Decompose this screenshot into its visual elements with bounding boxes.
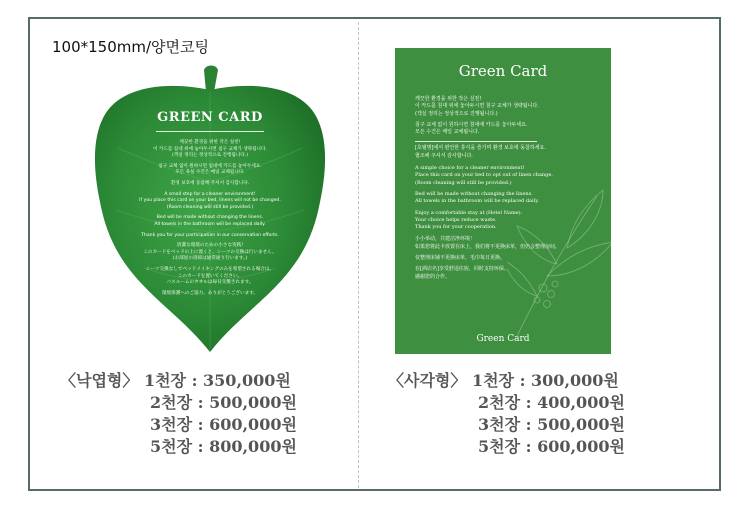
text-line: Your choice helps reduce waste. [415,216,497,223]
text-line: Thank you for your cooperation. [415,224,497,231]
price-row [388,436,625,458]
text-line [415,136,595,140]
text-line: 침구 교체 없이 원하시면 침대에 카드를 놓아두세요. [415,121,528,128]
text-line: Enjoy a comfortable stay at (Hotel Name). [415,209,523,216]
price-row [388,414,625,436]
text-line: All towels in the bathroom will be replaced daily. [154,221,266,227]
price-value: 1천장 : 300,000원 [471,371,619,390]
text-line: (객실 정리는 정상적으로 진행됩니다.) [415,110,498,117]
text-line: 협조해 주셔서 감사합니다. [415,152,473,159]
text-line: 깨끗한 환경을 위한 작은 실천! [179,140,241,145]
product-type-label: 〈사각형〉 [388,371,467,390]
price-row [60,414,297,436]
center-divider [358,22,359,488]
text-line: All towels in the bathroom will be replaced daily. [415,198,539,205]
text-line: A small step for a cleaner environment! [164,191,256,197]
text-line: (객실 정리는 정상적으로 진행됩니다.) [172,153,248,159]
square-card-footer: Green Card [476,334,530,344]
price-list-leaf [60,370,297,458]
square-card [395,48,611,354]
text-line: 깨끗한 환경을 위한 작은 실천! [415,96,482,102]
text-line: 小小举动，共建洁净环境！ [415,236,476,243]
price-row [60,392,297,414]
text-line: [호텔명]에서 편안한 휴식을 즐기며 환경 보호에 동참하세요. [415,145,546,152]
price-value: 3천장 : 500,000원 [478,415,625,434]
price-row [60,370,297,392]
text-line: Thank you for your participation in our conservation efforts. [141,232,279,238]
text-line: シーツ交換なしでベッドメイキングのみを希望される場合は、 [145,266,275,272]
leaf-branch-illustration [507,176,611,336]
text-line: 清潔な環境のための小さな実践! [176,243,244,249]
leaf-title-underline [156,131,264,132]
text-line: 모든 욕실 수건은 매일 교체됩니다. [175,170,245,176]
product-type-label: 〈낙엽형〉 [60,371,139,390]
leaf-card-text [108,102,312,297]
text-line: (Room cleaning will still be provided.) [415,179,512,186]
size-label: 100*150mm/양면코팅 [52,38,209,56]
text-line: 이 카드를 침대 위에 놓아두시면 침구 교체가 생략됩니다. [415,103,539,110]
text-line: (お部屋の清掃は通常通り行います。) [172,256,248,262]
price-list-square [388,370,625,458]
text-line: 모든 수건은 매일 교체됩니다. [415,129,480,136]
square-card-title: Green Card [458,62,548,80]
text-line: バスルームのタオルは毎日交換されます。 [166,280,254,286]
text-line: 仅整理床铺不更换床单，毛巾每日更换。 [415,255,506,262]
price-value: 1천장 : 350,000원 [143,371,291,390]
leaf-stem [204,66,218,93]
text-line: このカードをベッドの上に置くと、シーツの交換は行いません。 [143,249,277,255]
text-line: Place this card on your bed to opt out of linen change. [415,172,553,179]
price-row [60,436,297,458]
price-row [388,392,625,414]
text-line: A simple choice for a cleaner environment! [415,165,525,172]
square-card-underline [415,141,537,142]
text-line: 이 카드를 침대 위에 놓아두시면 침구 교체가 생략됩니다. [153,146,267,152]
text-line: このカードを置いてください。 [177,273,243,279]
text-line: Bed will be made without changing the linens. [156,215,264,221]
text-line: 如果您将此卡放置在床上，我们将不更换床单，但仍会整理房间。 [415,243,561,250]
text-line: 環境保護へのご協力、ありがとうございます。 [161,290,259,296]
text-line: Bed will be made without changing the linens. [415,190,533,197]
text-line: 침구 교체 없이 원하시면 침대에 카드를 놓아두세요. [158,163,262,169]
square-card-korean [415,96,595,160]
price-value: 2천장 : 400,000원 [478,393,625,412]
price-value: 5천장 : 800,000원 [150,437,297,456]
price-value: 2천장 : 500,000원 [150,393,297,412]
price-row [388,370,625,392]
price-value: 3천장 : 600,000원 [150,415,297,434]
text-line: 환경 보호에 동참해 주셔서 감사합니다. [170,180,250,186]
text-line: 在[酒店名]享受舒适住宿，同时支持环保。 [415,266,509,273]
text-line: 感谢您的合作。 [415,273,451,280]
text-line: If you place this card on your bed, linens will not be changed. [139,198,281,204]
text-line: (Room cleaning will still be provided.) [166,204,254,210]
leaf-card-lines [108,140,312,297]
price-value: 5천장 : 600,000원 [478,437,625,456]
leaf-card-title: GREEN CARD [157,110,263,125]
